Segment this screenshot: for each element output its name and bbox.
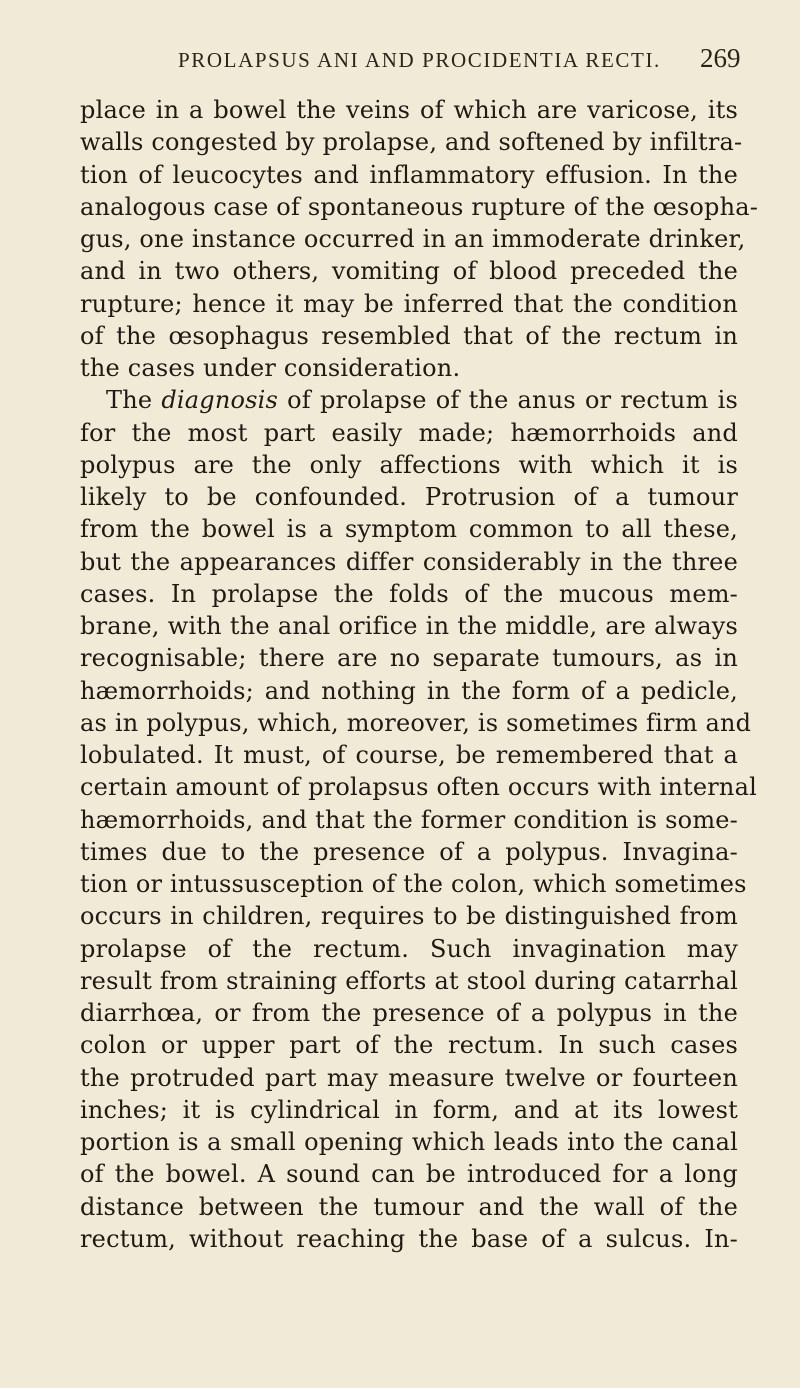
text-line: portion is a small opening which leads into the canal	[80, 1128, 738, 1156]
text-line: distance between the tumour and the wall of the	[80, 1192, 738, 1221]
page-number: 269	[700, 43, 741, 73]
text-line: of the bowel. A sound can be introduced for a long	[80, 1160, 738, 1189]
text-line: tion of leucocytes and inflammatory effusion. In the	[80, 160, 738, 189]
text-line: hæmorrhoids, and that the former condition is some-	[80, 805, 738, 834]
text-line-paragraph-start	[80, 384, 738, 416]
text-line: rectum, without reaching the base of a sulcus. In-	[80, 1224, 738, 1253]
body-text	[80, 94, 759, 1255]
text-line: times due to the presence of a polypus. Invagina-	[80, 837, 738, 866]
text-line: rupture; hence it may be inferred that the condition	[80, 289, 738, 318]
text-line: gus, one instance occurred in an immoderate drinker,	[80, 225, 746, 253]
text-line: cases. In prolapse the folds of the mucous mem-	[80, 579, 738, 608]
text-line: as in polypus, which, moreover, is sometimes firm and	[80, 708, 752, 737]
text-line: prolapse of the rectum. Such invagination may	[80, 934, 738, 963]
text-line: inches; it is cylindrical in form, and at its lowest	[80, 1095, 738, 1124]
text-line: brane, with the anal orifice in the middle, are always	[80, 612, 738, 640]
running-head: PROLAPSUS ANI AND PROCIDENTIA RECTI.	[178, 48, 661, 72]
text-line: place in a bowel the veins of which are varicose, its	[80, 96, 738, 124]
text-line: diarrhœa, or from the presence of a polypus in the	[80, 999, 738, 1027]
text-line: walls congested by prolapse, and softened by infiltra-	[80, 128, 743, 157]
text-line: the protruded part may measure twelve or fourteen	[80, 1063, 738, 1092]
text-line: from the bowel is a symptom common to all these,	[80, 515, 738, 544]
text-fragment: The	[106, 386, 162, 415]
text-line: likely to be confounded. Protrusion of a tumour	[80, 483, 738, 511]
text-line: colon or upper part of the rectum. In such cases	[80, 1031, 738, 1060]
text-line: for the most part easily made; hæmorrhoids and	[80, 418, 738, 447]
text-line: certain amount of prolapsus often occurs with internal	[80, 773, 757, 802]
text-line: of the œsophagus resembled that of the rectum in	[80, 321, 738, 350]
italic-term-diagnosis: diagnosis	[161, 386, 279, 415]
text-line: but the appearances differ considerably in the three	[80, 547, 738, 576]
text-line: lobulated. It must, of course, be remembered that a	[80, 741, 738, 769]
text-line: hæmorrhoids; and nothing in the form of a pedicle,	[80, 676, 738, 705]
text-line-paragraph-end: the cases under consideration.	[80, 354, 461, 382]
text-line: analogous case of spontaneous rupture of the œsopha-	[80, 192, 759, 221]
text-line: result from straining efforts at stool during catarrhal	[80, 966, 738, 995]
text-line: tion or intussusception of the colon, which sometimes	[80, 870, 747, 898]
text-line: recognisable; there are no separate tumours, as in	[80, 644, 738, 673]
text-line: occurs in children, requires to be distinguished from	[80, 902, 738, 931]
text-fragment: of prolapse of the anus or rectum is	[278, 386, 738, 415]
text-line: and in two others, vomiting of blood preceded the	[80, 257, 738, 286]
text-line: polypus are the only affections with which it is	[80, 450, 738, 479]
